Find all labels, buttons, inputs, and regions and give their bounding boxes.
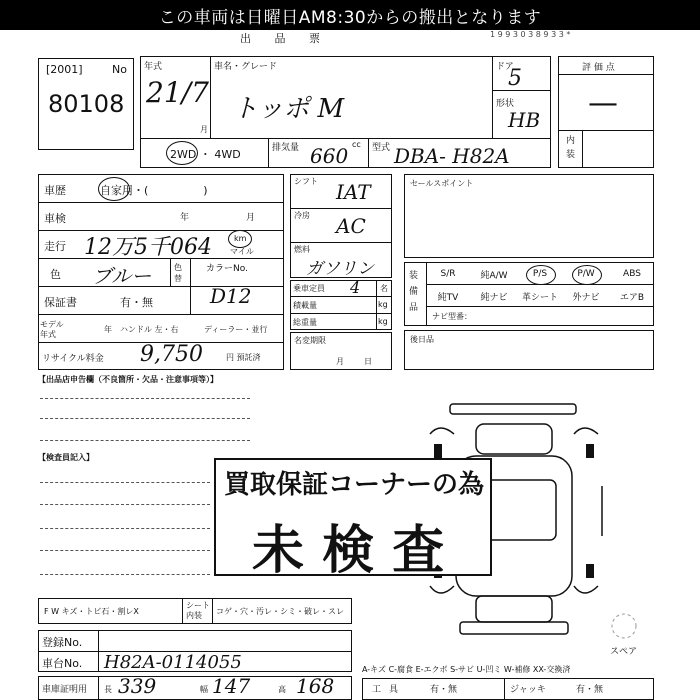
reg-change-unit: 月日 — [336, 357, 392, 366]
equipment-option: エアB — [619, 292, 645, 303]
mileage-value: 12万5千064 — [84, 235, 212, 260]
spare-label: スペア — [610, 647, 638, 657]
chassis-label: 車台No. — [42, 657, 83, 670]
drive-label: 2WD ・ 4WD — [170, 148, 241, 161]
cert-height: 168 — [296, 674, 335, 698]
stamp-line2: 未 検 査 — [252, 521, 445, 581]
ac-value: AC — [336, 214, 366, 238]
gross-label: 総重量 — [293, 318, 317, 327]
equipment-option: 純ナビ — [480, 292, 508, 303]
recycle-unit: 円 預託済 — [226, 353, 261, 362]
fw-label: F W キズ・トビ石・割レX — [44, 607, 139, 616]
private-use-circle — [98, 177, 130, 201]
cert-width: 147 — [212, 674, 251, 698]
equipment-label: 装備品 — [409, 271, 419, 313]
notice-text: この車両は日曜日AM8:30からの搬出となります — [158, 7, 542, 28]
recycle-label: リサイクル料金 — [42, 354, 104, 364]
capacity-value: 4 — [350, 278, 361, 297]
shape-value: HB — [508, 108, 541, 132]
drive-2wd-circle — [166, 141, 198, 165]
year-value: 21/7 — [146, 76, 209, 109]
capacity-unit: 名 — [380, 284, 388, 293]
displacement-label: 排気量 — [272, 143, 300, 153]
color-change-label: 色替 — [174, 263, 182, 283]
equipment-option: ABS — [623, 269, 641, 279]
model-value: DBA- H82A — [394, 144, 510, 168]
tools-value: 有・無 — [430, 685, 458, 695]
fuel-label: 燃料 — [294, 245, 310, 254]
warranty-label: 保証書 — [44, 296, 77, 309]
interior-label: 内装 — [566, 136, 576, 160]
grade-value: — — [588, 86, 618, 121]
load-label: 積載量 — [293, 301, 317, 310]
mileage-unit: km — [234, 234, 247, 243]
equipment-option: P/W — [577, 269, 595, 279]
jack-label: ジャッキ — [510, 685, 546, 695]
shaken-label: 車検 — [44, 212, 66, 225]
handle-label: ハンドル 左・右 — [120, 325, 179, 334]
ac-label: 冷房 — [294, 211, 310, 220]
cert-len-unit: 長 — [104, 685, 112, 694]
reg-no-label: 登録No. — [42, 636, 83, 649]
notice-banner — [0, 0, 700, 30]
cert-length: 339 — [118, 674, 157, 698]
capacity-label: 乗車定員 — [293, 284, 325, 293]
equipment-option: 外ナビ — [572, 292, 600, 303]
equipment-selected-circle — [572, 265, 602, 285]
shift-value: IAT — [336, 180, 371, 204]
dealer-label: ディーラー・並行 — [204, 325, 268, 334]
model-label: 型式 — [372, 143, 391, 153]
lot-no-label: No — [112, 63, 127, 76]
jack-value: 有・無 — [576, 685, 604, 695]
mileage-alt-unit: マイル — [230, 247, 254, 256]
cert-hgt-unit: 高 — [278, 685, 286, 694]
history-label: 車歴 — [44, 184, 66, 197]
later-date-box — [404, 330, 654, 370]
later-date-label: 後日品 — [410, 335, 434, 344]
color-value: ブルー — [92, 264, 152, 288]
fuel-value: ガソリン — [306, 259, 374, 279]
equipment-option: 純A/W — [480, 270, 508, 281]
displacement-value: 660 — [310, 144, 349, 168]
month-suffix: 月 — [200, 125, 208, 134]
legend-text: A-キズ C-腐食 E-エクボ S-サビ U-凹ミ W-補修 XX-交換済 — [362, 665, 571, 674]
cc-unit: cc — [352, 140, 361, 149]
equipment-option: P/S — [532, 269, 548, 279]
grade-label: 評 価 点 — [582, 63, 615, 73]
shape-label: 形状 — [496, 99, 515, 109]
cert-label: 車庫証明用 — [42, 685, 88, 695]
shaken-year: 年 — [180, 213, 190, 223]
name-label: 車名・グレード — [214, 62, 278, 72]
year-label: 年式 — [144, 62, 163, 72]
color-no-value: D12 — [210, 284, 252, 308]
equipment-option: 革シート — [521, 292, 558, 303]
navi-label: ナビ型番： — [432, 312, 472, 321]
door-label: ドア — [496, 62, 514, 72]
equipment-option: S/R — [440, 269, 456, 279]
seat-label: シート内装 — [186, 601, 210, 620]
inspector-label: 【検査員記入】 — [38, 453, 94, 462]
shaken-month: 月 — [246, 213, 256, 223]
equipment-selected-circle — [526, 265, 556, 285]
door-value: 5 — [508, 66, 522, 91]
seat-items: コゲ・穴・汚レ・シミ・破レ・スレ — [216, 607, 344, 616]
shift-label: シフト — [294, 177, 318, 186]
tools-label: 工具 — [372, 685, 407, 695]
declaration-label: 【出品店申告欄（不良箇所・欠品・注意事項等）】 — [38, 375, 218, 384]
color-no-label: カラーNo. — [206, 264, 248, 274]
equipment-option: 純TV — [437, 292, 459, 303]
warranty-value: 有・無 — [120, 296, 153, 309]
lot-number: 80108 — [48, 90, 125, 118]
model-year-unit: 年 — [104, 325, 112, 334]
gross-unit: kg — [378, 317, 388, 326]
cert-wid-unit: 幅 — [200, 685, 208, 694]
header-serial: 1 9 9 3 0 3 8 9 3 3 * — [490, 30, 571, 39]
reg-change-label: 名変期限 — [294, 336, 326, 345]
inspection-stamp — [214, 458, 492, 581]
recycle-value: 9,750 — [140, 342, 203, 367]
header-partial-title: 出 品 票 — [240, 32, 330, 45]
history-value: 自家用・( ) — [100, 184, 208, 197]
mileage-label: 走行 — [44, 240, 66, 253]
name-value: トッポ M — [232, 94, 345, 124]
lot-year-label: [2001] — [46, 63, 83, 76]
model-year-label: モデル年式 — [40, 320, 64, 339]
sales-point-label: セールスポイント — [410, 179, 474, 188]
chassis-value: H82A-0114055 — [104, 652, 242, 673]
color-label: 色 — [50, 268, 61, 281]
load-unit: kg — [378, 300, 388, 309]
stamp-line1: 買取保証コーナーの為 — [224, 470, 485, 500]
